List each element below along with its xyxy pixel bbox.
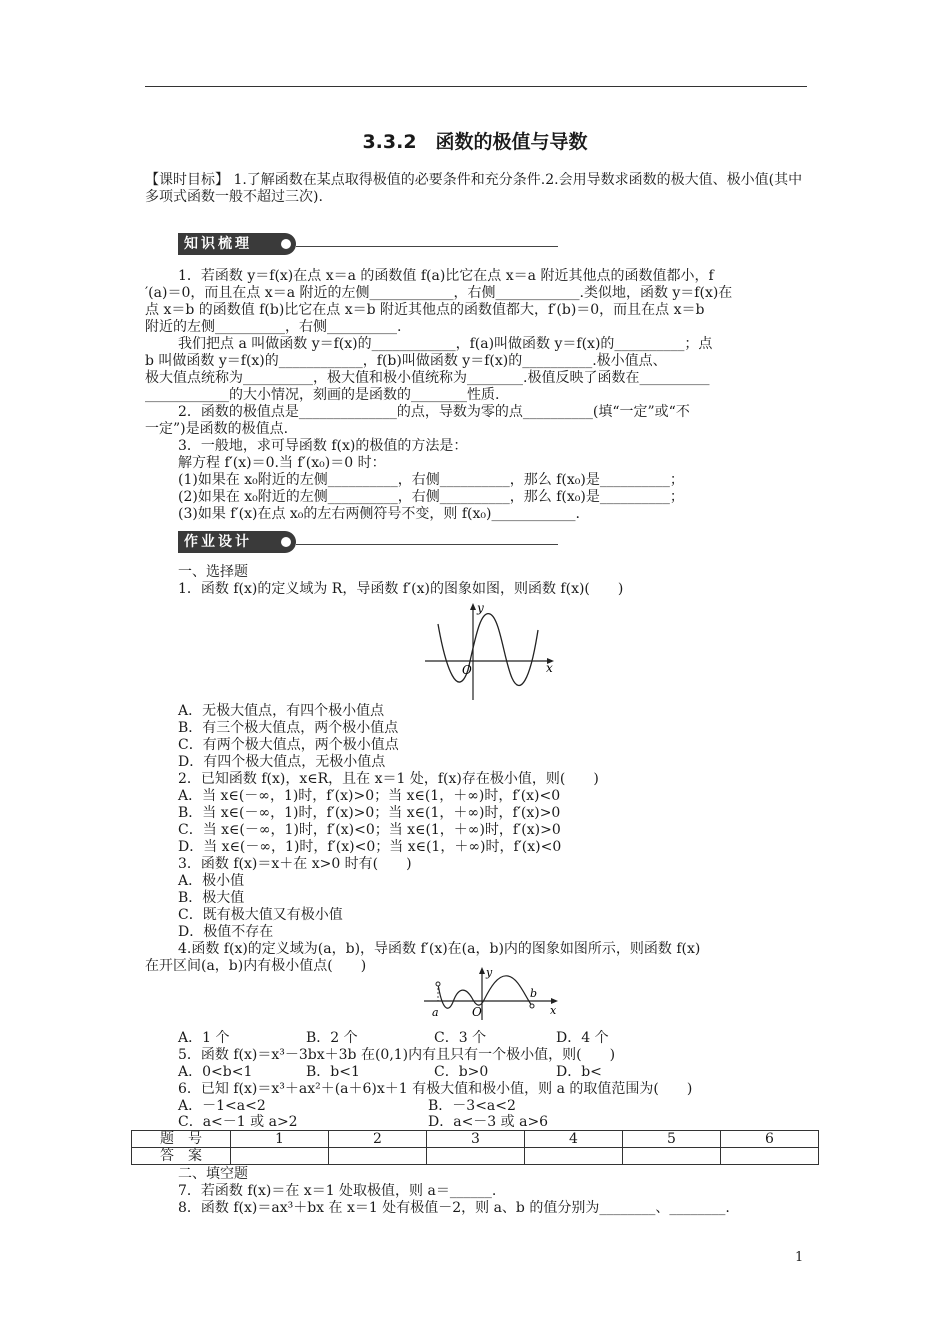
knowledge-line: ____________的大小情况，刻画的是函数的________性质. [145,387,500,403]
q6-option-d: D．a<－3 或 a>6 [428,1114,549,1130]
bullet-icon [281,239,291,249]
q3-stem: 3．函数 f(x)＝x＋在 x>0 时有( ) [178,856,412,872]
answer-cell[interactable] [623,1148,721,1165]
knowledge-line: 附近的左侧__________，右侧__________. [145,319,402,335]
q1-option-c: C．有两个极大值点，两个极小值点 [178,737,399,753]
left-endpoint [436,982,440,986]
bullet-icon [281,537,291,547]
knowledge-line: 一定”)是函数的极值点. [145,421,289,437]
q2-stem: 2．已知函数 f(x)，x∈R，且在 x＝1 处，f(x)存在极小值，则( ) [178,771,599,787]
knowledge-line: 2．函数的极值点是______________的点，导数为零的点__________(填“一定”或“不 [178,404,690,420]
q4-stem: 4.函数 f(x)的定义域为(a，b)，导函数 f′(x)在(a，b)内的图象如图所示，则函数 f(x) [178,941,701,957]
q5-option-a: A．0<b<1 [178,1064,253,1080]
section-banner-knowledge [178,233,558,257]
table-row [132,1148,819,1165]
q2-option-d: D．当 x∈(－∞，1)时，f′(x)<0；当 x∈(1，＋∞)时，f′(x)<0 [178,839,562,855]
page-title: 3.3.2 函数的极值与导数 [362,131,588,153]
q5-option-b: B．b<1 [306,1064,360,1080]
x-label: x [550,1004,557,1017]
b-label: b [530,987,538,1000]
answer-table [131,1130,819,1165]
q6-option-a: A．－1<a<2 [178,1098,266,1114]
table-cell-number: 2 [329,1131,427,1148]
y-arrow-icon [479,967,485,974]
q5-stem: 5．函数 f(x)＝x³－3bx＋3b 在(0,1)内有且只有一个极小值，则( ) [178,1047,616,1063]
q2-option-c: C．当 x∈(－∞，1)时，f′(x)<0；当 x∈(1，＋∞)时，f′(x)>0 [178,822,561,838]
knowledge-line: (1)如果在 x₀附近的左侧__________，右侧__________，那么 f(x₀)是__________； [178,472,684,488]
derivative-curve [438,976,532,1008]
q6-option-c: C．a<－1 或 a>2 [178,1114,298,1130]
answer-cell[interactable] [427,1148,525,1165]
q4-option-b: B．2 个 [306,1030,358,1046]
answer-cell[interactable] [329,1148,427,1165]
knowledge-line: 点 x＝b 的函数值 f(b)比它在点 x＝b 附近其他点的函数值都大，f′(b)＝0，而且在点 x＝b [145,302,705,318]
q6-stem: 6．已知 f(x)＝x³＋ax²＋(a＋6)x＋1 有极大值和极小值，则 a 的取值范围为( ) [178,1081,693,1097]
origin-label: O [462,663,472,677]
banner-rule [296,246,558,247]
knowledge-line: 3．一般地，求可导函数 f(x)的极值的方法是： [178,438,468,454]
knowledge-line: (2)如果在 x₀附近的左侧__________，右侧__________，那么 f(x₀)是__________； [178,489,684,505]
knowledge-line: ′(a)＝0，而且在点 x＝a 附近的左侧____________，右侧____________.类似地，函数 y＝f(x)在 [145,285,733,301]
y-arrow-icon [470,603,476,610]
table-cell-label: 题 号 [132,1131,231,1148]
banner-rule [296,544,558,545]
origin-label: O [472,1005,482,1019]
q1-option-a: A．无极大值点，有四个极小值点 [178,703,385,719]
q1-option-d: D．有四个极大值点，无极小值点 [178,754,386,770]
knowledge-line: (3)如果 f′(x)在点 x₀的左右两侧符号不变，则 f(x₀)____________. [178,506,580,522]
q4-option-d: D．4 个 [556,1030,609,1046]
q2-option-b: B．当 x∈(－∞，1)时，f′(x)>0；当 x∈(1，＋∞)时，f′(x)>0 [178,805,561,821]
q1-stem: 1．函数 f(x)的定义域为 R，导函数 f′(x)的图象如图，则函数 f(x)( ) [178,581,624,597]
knowledge-line: b 叫做函数 y＝f(x)的____________，f(b)叫做函数 y＝f(x)的__________.极小值点、 [145,353,667,369]
q5-option-d: D．b< [556,1064,602,1080]
fill-heading: 二、填空题 [178,1166,248,1182]
q4-option-a: A．1 个 [178,1030,230,1046]
q4-derivative-graph [420,964,565,1024]
choice-heading: 一、选择题 [178,564,248,580]
q3-option-b: B．极大值 [178,890,245,906]
derivative-curve [438,614,538,686]
header-rule [145,86,807,87]
q4-option-c: C．3 个 [434,1030,487,1046]
q1-option-b: B．有三个极大值点，两个极小值点 [178,720,399,736]
answer-cell[interactable] [231,1148,329,1165]
table-cell-number: 5 [623,1131,721,1148]
section-title-homework: 作业设计 [178,531,296,553]
section-banner-homework [178,531,558,555]
knowledge-line: 1．若函数 y＝f(x)在点 x＝a 的函数值 f(a)比它在点 x＝a 附近其他点的函数值都小，f [178,268,714,284]
table-cell-label: 答 案 [132,1148,231,1165]
table-row [132,1131,819,1148]
table-cell-number: 3 [427,1131,525,1148]
q5-option-c: C．b>0 [434,1064,489,1080]
table-cell-number: 4 [525,1131,623,1148]
knowledge-line: 解方程 f′(x)＝0.当 f′(x₀)＝0 时： [178,455,386,471]
lesson-objective: 【课时目标】 1.了解函数在某点取得极值的必要条件和充分条件.2.会用导数求函数的极大值、极小值(其中多项式函数一般不超过三次). [145,172,803,205]
x-label: x [546,661,553,675]
q2-option-a: A．当 x∈(－∞，1)时，f′(x)>0；当 x∈(1，＋∞)时，f′(x)<0 [178,788,561,804]
q8-stem: 8．函数 f(x)＝ax³＋bx 在 x＝1 处有极值－2，则 a、b 的值分别为________、________. [178,1200,730,1216]
answer-cell[interactable] [525,1148,623,1165]
right-endpoint [530,1004,534,1008]
table-cell-number: 1 [231,1131,329,1148]
q3-option-c: C．既有极大值又有极小值 [178,907,343,923]
a-label: a [432,1006,439,1019]
q1-derivative-graph [420,600,560,705]
knowledge-line: 我们把点 a 叫做函数 y＝f(x)的____________，f(a)叫做函数 y＝f(x)的__________；点 [178,336,713,352]
table-cell-number: 6 [721,1131,819,1148]
section-title-knowledge: 知识梳理 [178,233,296,255]
q7-stem: 7．若函数 f(x)＝在 x＝1 处取极值，则 a＝______. [178,1183,497,1199]
answer-cell[interactable] [721,1148,819,1165]
y-label: y [477,601,484,615]
q3-option-d: D．极值不存在 [178,924,274,940]
y-label: y [486,966,493,979]
q3-option-a: A．极小值 [178,873,245,889]
q4-stem-cont: 在开区间(a，b)内有极小值点( ) [145,958,367,974]
knowledge-line: 极大值点统称为__________，极大值和极小值统称为________.极值反映了函数在__________ [145,370,710,386]
q6-option-b: B．－3<a<2 [428,1098,516,1114]
page-number: 1 [795,1250,804,1265]
